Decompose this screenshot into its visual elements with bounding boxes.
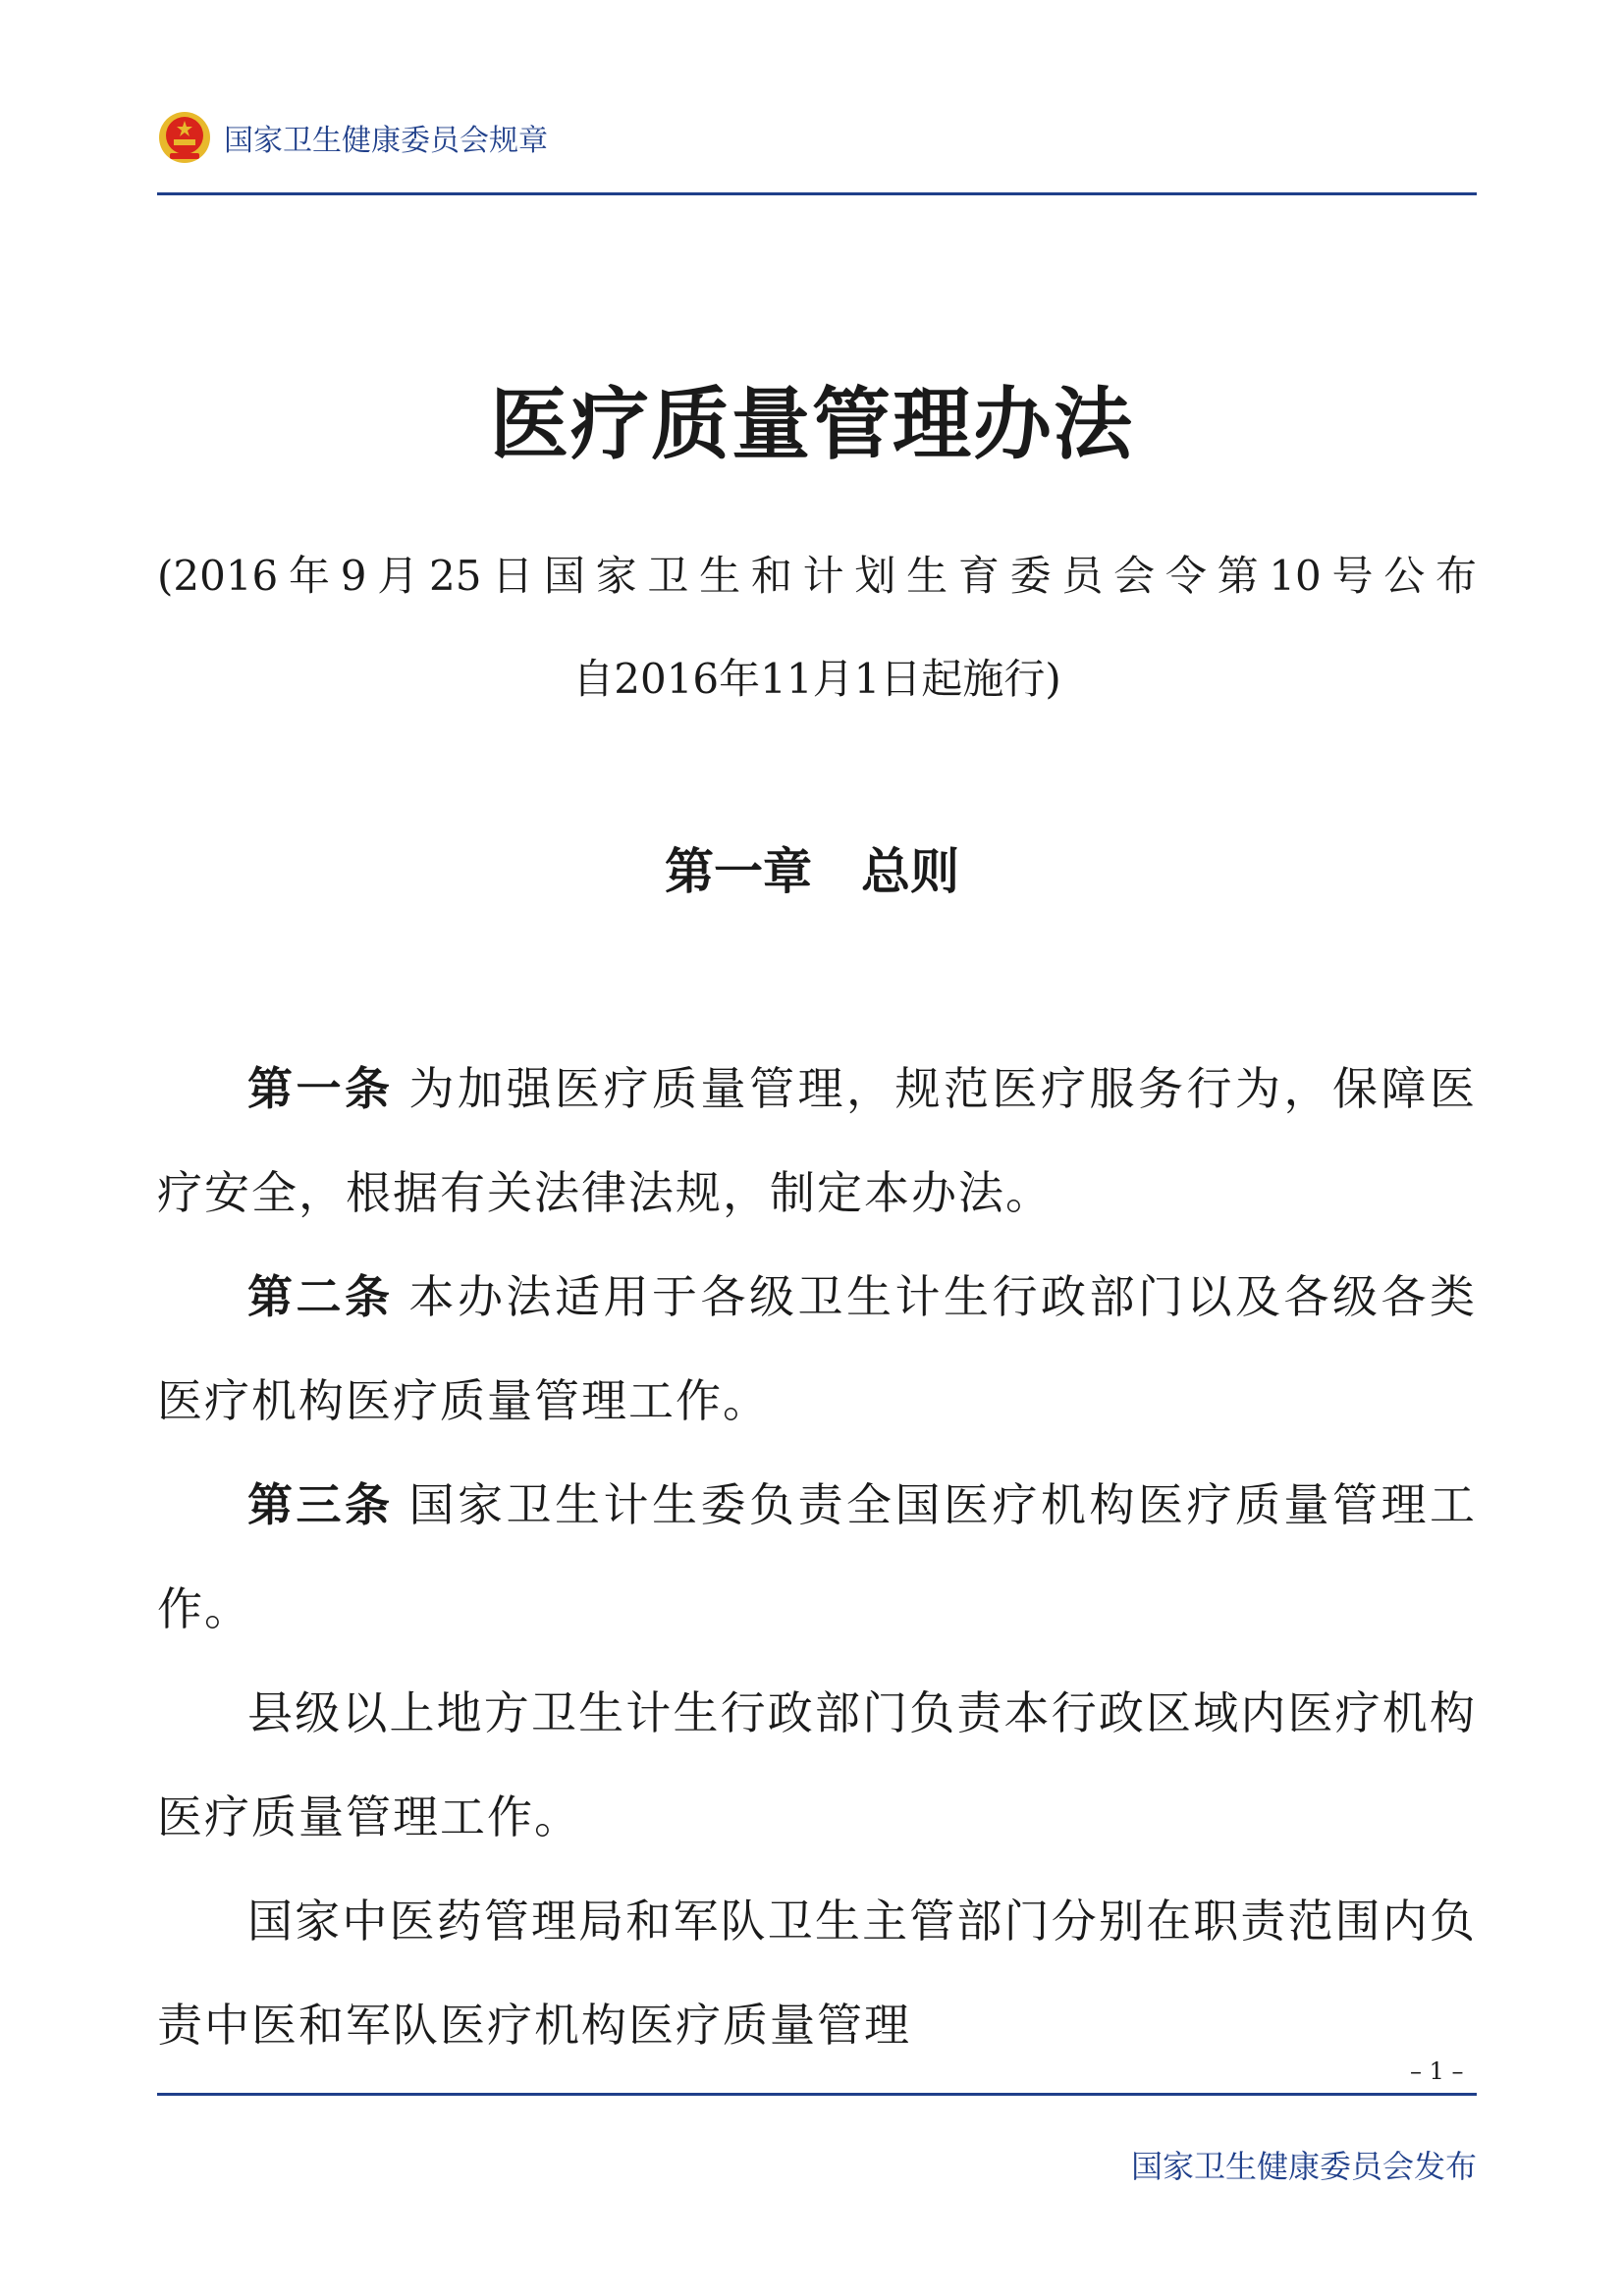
document-body [157,1037,1477,2077]
article-3-paragraph-3 [157,1869,1477,2077]
national-emblem-icon [157,110,212,165]
article-label: 第一条 [247,1062,394,1115]
article-text: 为加强医疗质量管理，规范医疗服务行为，保障医疗安全，根据有关法律法规，制定本办法。 [157,1062,1477,1219]
footer-publisher: 国家卫生健康委员会发布 [1130,2148,1477,2185]
paragraph-text: 国家中医药管理局和军队卫生主管部门分别在职责范围内负责中医和军队医疗机构医疗质量管理 [157,1895,1477,2052]
article-text: 本办法适用于各级卫生计生行政部门以及各级各类医疗机构医疗质量管理工作。 [157,1270,1477,1427]
article-1 [157,1037,1477,1245]
header-rule [157,192,1477,195]
article-text: 国家卫生计生委负责全国医疗机构医疗质量管理工作。 [157,1478,1477,1635]
page-number: – 1 – [1410,2057,1464,2085]
footer-rule [157,2093,1477,2096]
article-label: 第二条 [247,1270,394,1323]
chapter-heading: 第一章 总则 [665,843,959,900]
article-2 [157,1245,1477,1453]
header-title: 国家卫生健康委员会规章 [224,124,548,158]
paragraph-text: 县级以上地方卫生计生行政部门负责本行政区域内医疗机构医疗质量管理工作。 [157,1686,1477,1843]
subtitle-line-1: (2016年9月25日国家卫生和计划生育委员会令第10号公布 [157,552,1477,600]
article-label: 第三条 [247,1478,394,1531]
page-header [157,110,548,165]
article-3-paragraph-2 [157,1661,1477,1869]
subtitle-line-2: 自2016年11月1日起施行) [572,655,1061,703]
document-title: 医疗质量管理办法 [490,378,1134,470]
article-3 [157,1453,1477,1661]
